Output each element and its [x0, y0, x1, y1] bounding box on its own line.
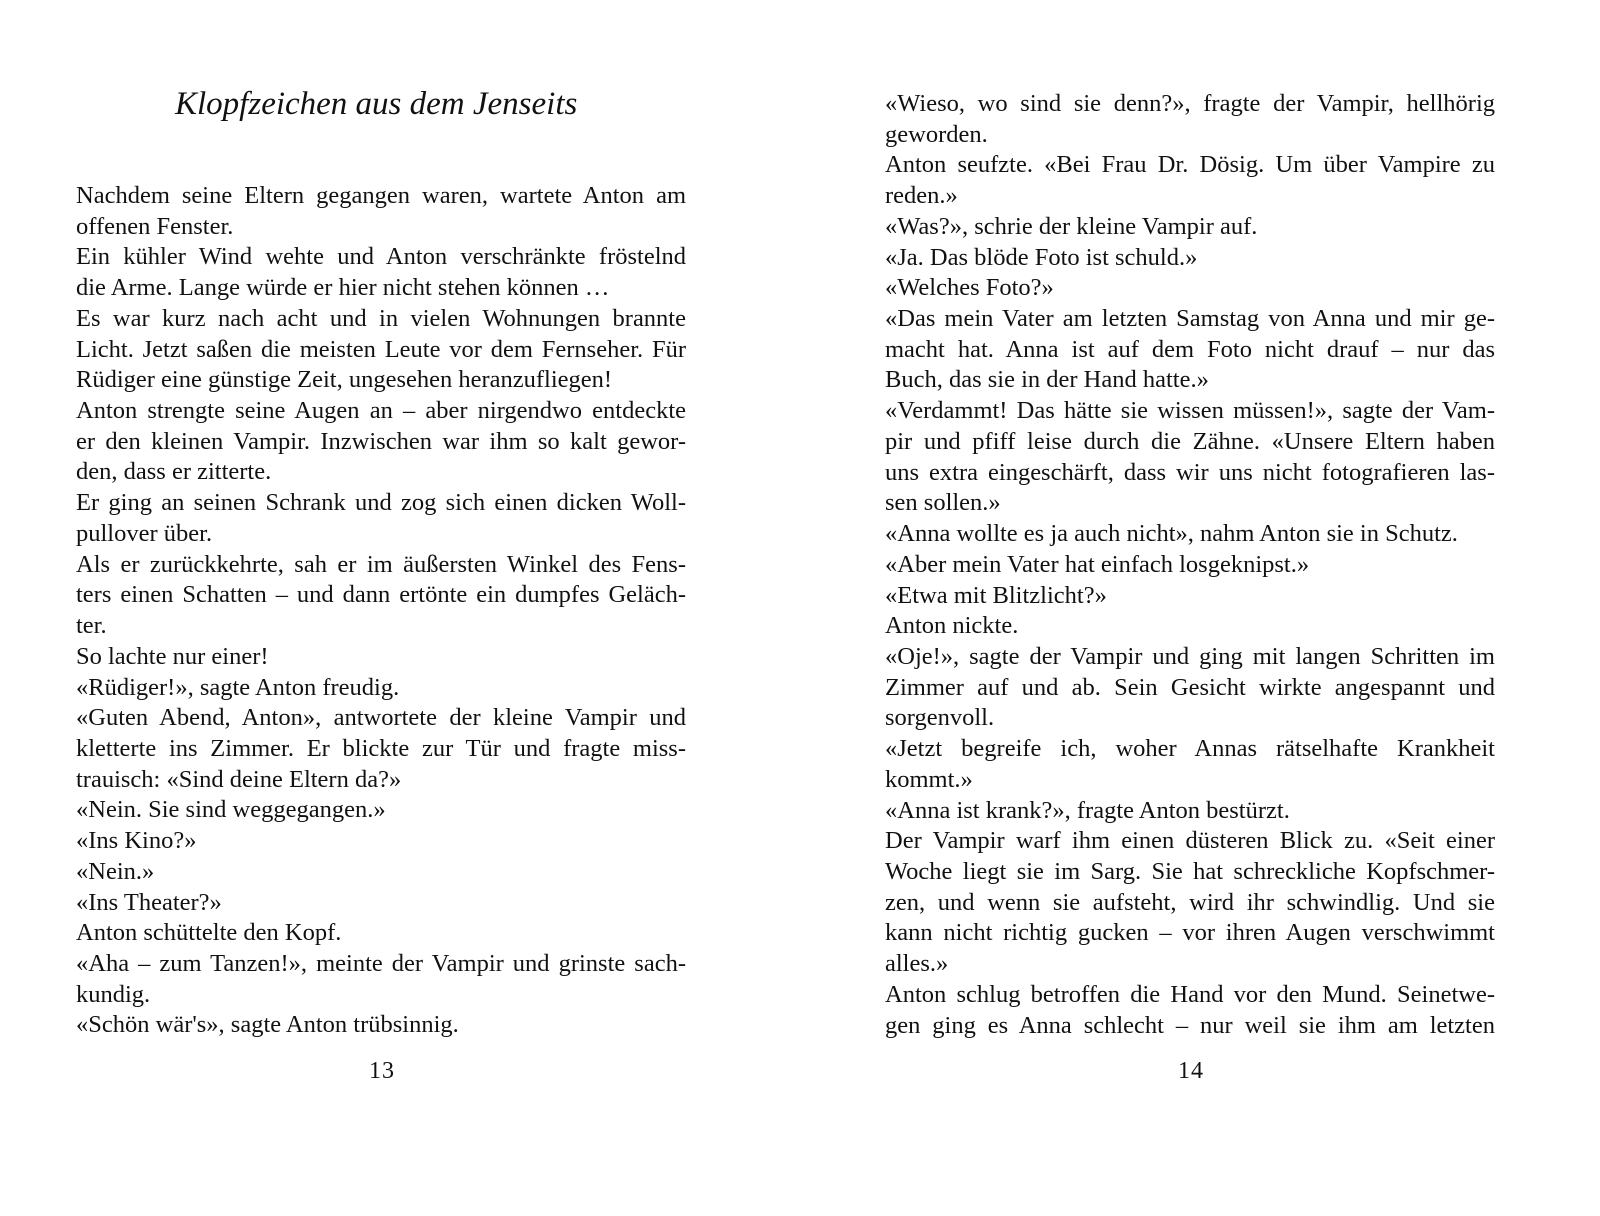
- text-line: «Ja. Das blöde Foto ist schuld.»: [885, 243, 1198, 271]
- text-line: den, dass er zitterte.: [76, 458, 272, 486]
- text-line: «Verdammt! Das hätte sie wissen müssen!», sagte der Vam-: [885, 397, 1495, 425]
- text-line: «Aber mein Vater hat einfach losgeknipst.»: [885, 550, 1310, 578]
- text-line: ters einen Schatten – und dann ertönte ein dumpfes Geläch-: [76, 581, 686, 609]
- paragraph: [885, 734, 1495, 795]
- paragraph: [76, 918, 686, 949]
- paragraph: [76, 396, 686, 488]
- page-number: 14: [1178, 1058, 1204, 1084]
- text-line: sen sollen.»: [885, 489, 1001, 517]
- text-line: «Jetzt begreife ich, woher Annas rätselhafte Krankheit: [885, 735, 1495, 763]
- text-line: Rüdiger eine günstige Zeit, ungesehen heranzufliegen!: [76, 366, 613, 394]
- text-line: «Schön wär's», sagte Anton trübsinnig.: [76, 1011, 459, 1039]
- text-line: offenen Fenster.: [76, 212, 234, 240]
- text-line: «Das mein Vater am letzten Samstag von Anna und mir ge-: [885, 305, 1495, 333]
- text-line: «Nein.»: [76, 857, 155, 885]
- paragraph: [885, 550, 1495, 581]
- text-line: «Welches Foto?»: [885, 274, 1054, 302]
- text-line: Licht. Jetzt saßen die meisten Leute vor dem Fernseher. Für: [76, 335, 686, 363]
- text-line: Anton strengte seine Augen an – aber nirgendwo entdeckte: [76, 397, 686, 425]
- text-line: kommt.»: [885, 765, 973, 793]
- paragraph: [885, 826, 1495, 980]
- paragraph: [885, 212, 1495, 243]
- paragraph: [885, 243, 1495, 274]
- page-right: [800, 0, 1600, 1216]
- text-line: «Oje!», sagte der Vampir und ging mit langen Schritten im: [885, 642, 1495, 670]
- text-line: Buch, das sie in der Hand hatte.»: [885, 366, 1209, 394]
- text-line: «Anna ist krank?», fragte Anton bestürzt.: [885, 796, 1290, 824]
- paragraph: [76, 857, 686, 888]
- paragraph: [76, 181, 686, 242]
- text-line: Anton schüttelte den Kopf.: [76, 919, 342, 947]
- text-line: «Nein. Sie sind weggegangen.»: [76, 796, 386, 824]
- text-line: pir und pfiff leise durch die Zähne. «Unsere Eltern haben: [885, 427, 1495, 455]
- paragraph: [76, 304, 686, 396]
- text-line: «Was?», schrie der kleine Vampir auf.: [885, 212, 1258, 240]
- page-number: 13: [369, 1058, 395, 1084]
- text-line: er den kleinen Vampir. Inzwischen war ihm so kalt gewor-: [76, 427, 686, 455]
- text-line: pullover über.: [76, 519, 213, 547]
- body-text: [76, 181, 686, 1041]
- text-line: uns extra eingeschärft, dass wir uns nicht fotografieren las-: [885, 458, 1495, 486]
- text-line: Zimmer auf und ab. Sein Gesicht wirkte angespannt und: [885, 673, 1495, 701]
- text-line: Anton schlug betroffen die Hand vor den Mund. Seinetwe-: [885, 980, 1495, 1008]
- text-line: zen, und wenn sie aufsteht, wird ihr schwindlig. Und sie: [885, 888, 1495, 916]
- text-line: geworden.: [885, 120, 988, 148]
- paragraph: [76, 550, 686, 642]
- text-line: kletterte ins Zimmer. Er blickte zur Tür und fragte miss-: [76, 734, 686, 762]
- text-line: kann nicht richtig gucken – vor ihren Augen verschwimmt: [885, 919, 1495, 947]
- paragraph: [76, 703, 686, 795]
- text-line: Er ging an seinen Schrank und zog sich einen dicken Woll-: [76, 489, 686, 517]
- text-line: alles.»: [885, 950, 949, 978]
- text-line: Anton seufzte. «Bei Frau Dr. Dösig. Um über Vampire zu: [885, 151, 1495, 179]
- paragraph: [885, 89, 1495, 150]
- text-line: «Guten Abend, Anton», antwortete der kleine Vampir und: [76, 704, 686, 732]
- paragraph: [76, 949, 686, 1010]
- paragraph: [885, 980, 1495, 1041]
- text-line: gen ging es Anna schlecht – nur weil sie ihm am letzten: [885, 1011, 1495, 1039]
- text-line: «Etwa mit Blitzlicht?»: [885, 581, 1107, 609]
- paragraph: [885, 642, 1495, 734]
- text-line: trauisch: «Sind deine Eltern da?»: [76, 765, 402, 793]
- paragraph: [885, 519, 1495, 550]
- text-line: die Arme. Lange würde er hier nicht stehen können …: [76, 274, 610, 302]
- paragraph: [885, 150, 1495, 211]
- paragraph: [885, 396, 1495, 519]
- text-line: macht hat. Anna ist auf dem Foto nicht drauf – nur das: [885, 335, 1495, 363]
- text-line: sorgenvoll.: [885, 704, 995, 732]
- chapter-title: Klopfzeichen aus dem Jenseits: [175, 86, 578, 122]
- body-text: [885, 89, 1495, 1041]
- text-line: «Anna wollte es ja auch nicht», nahm Anton sie in Schutz.: [885, 520, 1458, 548]
- text-line: Als er zurückkehrte, sah er im äußersten Winkel des Fens-: [76, 550, 686, 578]
- text-line: So lachte nur einer!: [76, 642, 269, 670]
- text-line: Ein kühler Wind wehte und Anton verschränkte fröstelnd: [76, 243, 686, 271]
- text-line: reden.»: [885, 182, 958, 210]
- paragraph: [885, 304, 1495, 396]
- text-line: Anton nickte.: [885, 612, 1019, 640]
- paragraph: [885, 611, 1495, 642]
- text-line: Es war kurz nach acht und in vielen Wohnungen brannte: [76, 304, 686, 332]
- text-line: «Rüdiger!», sagte Anton freudig.: [76, 673, 400, 701]
- text-line: Der Vampir warf ihm einen düsteren Blick zu. «Seit einer: [885, 827, 1495, 855]
- paragraph: [885, 581, 1495, 612]
- paragraph: [885, 273, 1495, 304]
- paragraph: [76, 1010, 686, 1041]
- paragraph: [76, 642, 686, 673]
- text-line: «Aha – zum Tanzen!», meinte der Vampir und grinste sach-: [76, 949, 686, 977]
- paragraph: [76, 488, 686, 549]
- paragraph: [885, 796, 1495, 827]
- paragraph: [76, 242, 686, 303]
- paragraph: [76, 795, 686, 826]
- text-line: «Ins Kino?»: [76, 827, 197, 855]
- text-line: kundig.: [76, 980, 151, 1008]
- paragraph: [76, 888, 686, 919]
- text-line: ter.: [76, 612, 107, 640]
- text-line: Nachdem seine Eltern gegangen waren, wartete Anton am: [76, 182, 686, 209]
- paragraph: [76, 826, 686, 857]
- text-line: «Wieso, wo sind sie denn?», fragte der Vampir, hellhörig: [885, 90, 1495, 117]
- text-line: «Ins Theater?»: [76, 888, 222, 916]
- paragraph: [76, 673, 686, 704]
- text-line: Woche liegt sie im Sarg. Sie hat schreckliche Kopfschmer-: [885, 857, 1495, 885]
